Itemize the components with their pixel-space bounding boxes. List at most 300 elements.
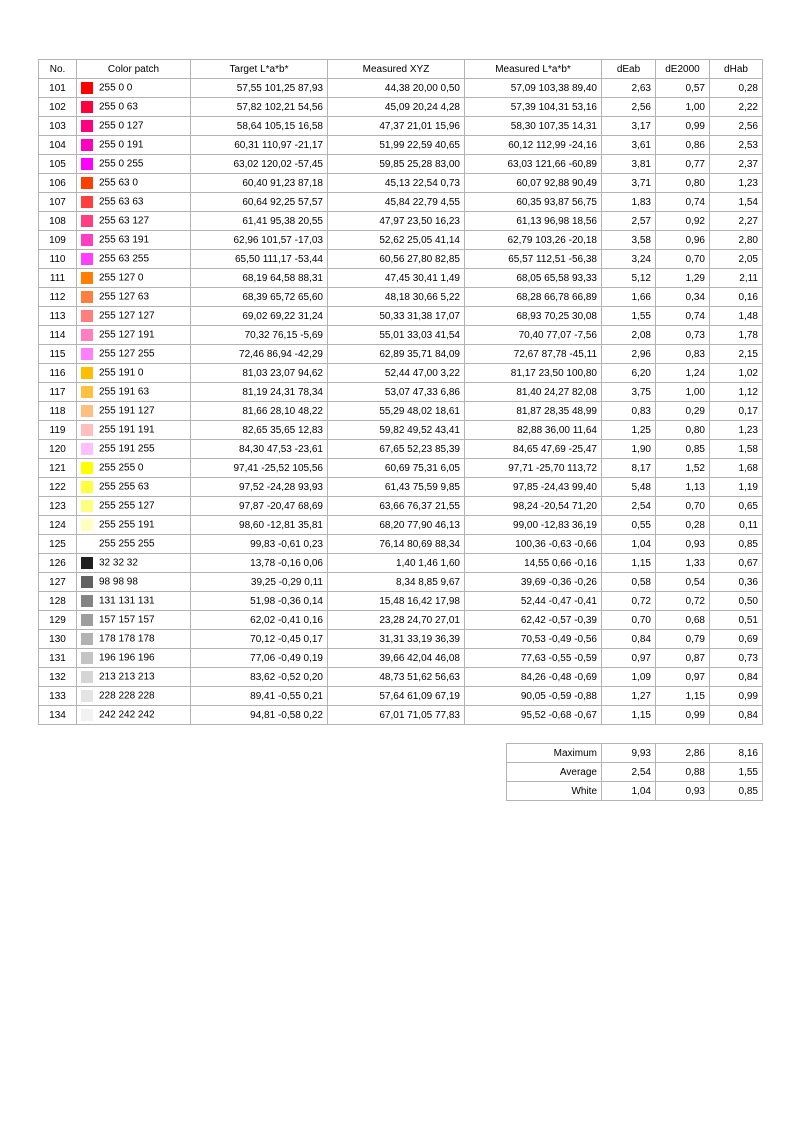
deab-value: 1,15: [602, 554, 656, 573]
color-swatch: [81, 177, 93, 189]
measured-lab: 60,07 92,88 90,49: [465, 174, 602, 193]
de2000-value: 0,68: [656, 611, 710, 630]
target-lab: 62,02 -0,41 0,16: [191, 611, 328, 630]
deab-value: 3,61: [602, 136, 656, 155]
color-swatch: [81, 633, 93, 645]
color-swatch: [81, 139, 93, 151]
de2000-value: 1,13: [656, 478, 710, 497]
deab-value: 0,58: [602, 573, 656, 592]
table-row: [39, 174, 763, 193]
color-patch-cell: [77, 687, 191, 706]
target-lab: 81,66 28,10 48,22: [191, 402, 328, 421]
color-swatch: [81, 709, 93, 721]
target-lab: 72,46 86,94 -42,29: [191, 345, 328, 364]
color-patch-cell: [77, 326, 191, 345]
row-number: 104: [39, 136, 77, 155]
dhab-value: 2,37: [710, 155, 763, 174]
summary-row: [507, 782, 763, 801]
color-patch-cell: [77, 706, 191, 725]
color-patch-cell: [77, 383, 191, 402]
color-patch-cell: [77, 136, 191, 155]
table-row: [39, 478, 763, 497]
color-patch-rgb: 255 63 255: [99, 253, 150, 265]
deab-value: 0,70: [602, 611, 656, 630]
summary-dhab: 0,85: [710, 782, 763, 801]
dhab-value: 0,51: [710, 611, 763, 630]
de2000-value: 0,99: [656, 706, 710, 725]
summary-row: [507, 744, 763, 763]
color-patch-rgb: 131 131 131: [99, 595, 155, 607]
de2000-value: 1,00: [656, 98, 710, 117]
color-patch-cell: [77, 668, 191, 687]
measured-xyz: 51,99 22,59 40,65: [328, 136, 465, 155]
color-swatch: [81, 196, 93, 208]
dhab-value: 0,11: [710, 516, 763, 535]
color-patch-cell: [77, 269, 191, 288]
color-patch-cell: [77, 79, 191, 98]
measured-lab: 99,00 -12,83 36,19: [465, 516, 602, 535]
target-lab: 60,64 92,25 57,57: [191, 193, 328, 212]
measured-lab: 70,53 -0,49 -0,56: [465, 630, 602, 649]
target-lab: 99,83 -0,61 0,23: [191, 535, 328, 554]
color-patch-cell: [77, 497, 191, 516]
deab-value: 2,54: [602, 497, 656, 516]
color-patch-cell: [77, 231, 191, 250]
deab-value: 1,09: [602, 668, 656, 687]
target-lab: 77,06 -0,49 0,19: [191, 649, 328, 668]
measured-xyz: 59,85 25,28 83,00: [328, 155, 465, 174]
table-row: [39, 649, 763, 668]
measured-lab: 60,35 93,87 56,75: [465, 193, 602, 212]
deab-value: 2,57: [602, 212, 656, 231]
row-number: 119: [39, 421, 77, 440]
color-patch-rgb: 255 127 127: [99, 310, 155, 322]
deab-value: 1,55: [602, 307, 656, 326]
color-patch-cell: [77, 98, 191, 117]
target-lab: 68,19 64,58 88,31: [191, 269, 328, 288]
row-number: 132: [39, 668, 77, 687]
target-lab: 98,60 -12,81 35,81: [191, 516, 328, 535]
color-patch-cell: [77, 288, 191, 307]
measured-xyz: 1,40 1,46 1,60: [328, 554, 465, 573]
color-swatch: [81, 443, 93, 455]
target-lab: 97,52 -24,28 93,93: [191, 478, 328, 497]
deab-value: 0,55: [602, 516, 656, 535]
dhab-value: 1,54: [710, 193, 763, 212]
color-patch-rgb: 255 255 255: [99, 538, 155, 550]
deab-value: 0,84: [602, 630, 656, 649]
table-row: [39, 535, 763, 554]
row-number: 115: [39, 345, 77, 364]
dhab-value: 2,27: [710, 212, 763, 231]
row-number: 107: [39, 193, 77, 212]
measured-lab: 68,28 66,78 66,89: [465, 288, 602, 307]
table-row: [39, 117, 763, 136]
summary-dhab: 1,55: [710, 763, 763, 782]
header-no: No.: [39, 60, 77, 79]
header-measured-lab: Measured L*a*b*: [465, 60, 602, 79]
color-patch-cell: [77, 307, 191, 326]
row-number: 127: [39, 573, 77, 592]
measured-xyz: 45,09 20,24 4,28: [328, 98, 465, 117]
color-swatch: [81, 538, 93, 550]
row-number: 113: [39, 307, 77, 326]
measured-xyz: 45,13 22,54 0,73: [328, 174, 465, 193]
header-color-patch: Color patch: [77, 60, 191, 79]
dhab-value: 0,73: [710, 649, 763, 668]
de2000-value: 1,15: [656, 687, 710, 706]
color-patch-rgb: 255 191 127: [99, 405, 155, 417]
color-swatch: [81, 671, 93, 683]
row-number: 112: [39, 288, 77, 307]
dhab-value: 0,50: [710, 592, 763, 611]
dhab-value: 1,12: [710, 383, 763, 402]
dhab-value: 2,53: [710, 136, 763, 155]
color-swatch: [81, 120, 93, 132]
color-swatch: [81, 253, 93, 265]
target-lab: 83,62 -0,52 0,20: [191, 668, 328, 687]
target-lab: 81,03 23,07 94,62: [191, 364, 328, 383]
color-patch-rgb: 255 63 0: [99, 177, 138, 189]
color-swatch: [81, 310, 93, 322]
table-row: [39, 307, 763, 326]
deab-value: 3,17: [602, 117, 656, 136]
row-number: 106: [39, 174, 77, 193]
table-row: [39, 364, 763, 383]
deab-value: 8,17: [602, 459, 656, 478]
dhab-value: 0,28: [710, 79, 763, 98]
table-row: [39, 98, 763, 117]
color-patch-cell: [77, 364, 191, 383]
color-patch-cell: [77, 516, 191, 535]
measured-xyz: 67,65 52,23 85,39: [328, 440, 465, 459]
table-row: [39, 668, 763, 687]
measured-lab: 57,09 103,38 89,40: [465, 79, 602, 98]
color-patch-rgb: 255 191 0: [99, 367, 144, 379]
table-row: [39, 706, 763, 725]
row-number: 121: [39, 459, 77, 478]
color-patch-rgb: 242 242 242: [99, 709, 155, 721]
measured-lab: 97,85 -24,43 99,40: [465, 478, 602, 497]
de2000-value: 0,74: [656, 307, 710, 326]
target-lab: 97,87 -20,47 68,69: [191, 497, 328, 516]
color-patch-cell: [77, 440, 191, 459]
color-patch-rgb: 255 127 63: [99, 291, 150, 303]
color-patch-cell: [77, 402, 191, 421]
color-swatch: [81, 215, 93, 227]
measured-xyz: 45,84 22,79 4,55: [328, 193, 465, 212]
de2000-value: 0,74: [656, 193, 710, 212]
color-patch-cell: [77, 630, 191, 649]
deab-value: 3,81: [602, 155, 656, 174]
measured-lab: 14,55 0,66 -0,16: [465, 554, 602, 573]
dhab-value: 1,23: [710, 174, 763, 193]
row-number: 101: [39, 79, 77, 98]
measured-lab: 90,05 -0,59 -0,88: [465, 687, 602, 706]
measured-xyz: 44,38 20,00 0,50: [328, 79, 465, 98]
target-lab: 97,41 -25,52 105,56: [191, 459, 328, 478]
de2000-value: 0,70: [656, 497, 710, 516]
row-number: 108: [39, 212, 77, 231]
measured-lab: 82,88 36,00 11,64: [465, 421, 602, 440]
color-patch-rgb: 255 191 63: [99, 386, 150, 398]
dhab-value: 1,23: [710, 421, 763, 440]
table-header-row: [39, 60, 763, 79]
measured-lab: 100,36 -0,63 -0,66: [465, 535, 602, 554]
de2000-value: 0,34: [656, 288, 710, 307]
target-lab: 70,12 -0,45 0,17: [191, 630, 328, 649]
target-lab: 84,30 47,53 -23,61: [191, 440, 328, 459]
color-patch-rgb: 255 0 127: [99, 120, 144, 132]
table-row: [39, 573, 763, 592]
row-number: 123: [39, 497, 77, 516]
measured-lab: 97,71 -25,70 113,72: [465, 459, 602, 478]
dhab-value: 0,17: [710, 402, 763, 421]
color-patch-cell: [77, 573, 191, 592]
row-number: 131: [39, 649, 77, 668]
row-number: 125: [39, 535, 77, 554]
color-patch-rgb: 255 127 0: [99, 272, 144, 284]
deab-value: 1,90: [602, 440, 656, 459]
de2000-value: 0,83: [656, 345, 710, 364]
table-row: [39, 440, 763, 459]
header-deab: dEab: [602, 60, 656, 79]
color-swatch: [81, 462, 93, 474]
table-row: [39, 136, 763, 155]
dhab-value: 0,85: [710, 535, 763, 554]
color-patch-cell: [77, 250, 191, 269]
deab-value: 0,72: [602, 592, 656, 611]
target-lab: 61,41 95,38 20,55: [191, 212, 328, 231]
de2000-value: 0,99: [656, 117, 710, 136]
dhab-value: 2,22: [710, 98, 763, 117]
table-row: [39, 212, 763, 231]
table-row: [39, 326, 763, 345]
summary-table: [506, 743, 763, 801]
de2000-value: 0,29: [656, 402, 710, 421]
table-row: [39, 687, 763, 706]
color-patch-cell: [77, 421, 191, 440]
color-patch-cell: [77, 117, 191, 136]
de2000-value: 1,24: [656, 364, 710, 383]
measured-lab: 68,05 65,58 93,33: [465, 269, 602, 288]
color-swatch: [81, 576, 93, 588]
summary-dhab: 8,16: [710, 744, 763, 763]
row-number: 102: [39, 98, 77, 117]
measured-xyz: 60,69 75,31 6,05: [328, 459, 465, 478]
color-patch-rgb: 255 255 0: [99, 462, 144, 474]
deab-value: 0,97: [602, 649, 656, 668]
color-patch-cell: [77, 345, 191, 364]
de2000-value: 0,97: [656, 668, 710, 687]
de2000-value: 0,57: [656, 79, 710, 98]
deab-value: 3,75: [602, 383, 656, 402]
row-number: 109: [39, 231, 77, 250]
table-row: [39, 383, 763, 402]
table-row: [39, 288, 763, 307]
measured-lab: 81,17 23,50 100,80: [465, 364, 602, 383]
color-patch-rgb: 255 0 191: [99, 139, 144, 151]
measured-lab: 68,93 70,25 30,08: [465, 307, 602, 326]
header-measured-xyz: Measured XYZ: [328, 60, 465, 79]
measured-xyz: 39,66 42,04 46,08: [328, 649, 465, 668]
table-row: [39, 79, 763, 98]
color-patch-rgb: 255 127 191: [99, 329, 155, 341]
summary-deab: 9,93: [602, 744, 656, 763]
deab-value: 0,83: [602, 402, 656, 421]
dhab-value: 0,99: [710, 687, 763, 706]
color-patch-rgb: 255 255 191: [99, 519, 155, 531]
color-swatch: [81, 272, 93, 284]
table-row: [39, 421, 763, 440]
color-swatch: [81, 101, 93, 113]
deab-value: 1,27: [602, 687, 656, 706]
color-patch-cell: [77, 535, 191, 554]
color-patch-cell: [77, 174, 191, 193]
measured-lab: 81,87 28,35 48,99: [465, 402, 602, 421]
deab-value: 1,25: [602, 421, 656, 440]
row-number: 130: [39, 630, 77, 649]
summary-label: Maximum: [507, 744, 602, 763]
de2000-value: 0,96: [656, 231, 710, 250]
summary-de2000: 0,88: [656, 763, 710, 782]
row-number: 129: [39, 611, 77, 630]
measured-lab: 95,52 -0,68 -0,67: [465, 706, 602, 725]
color-patch-rgb: 255 191 191: [99, 424, 155, 436]
measured-lab: 52,44 -0,47 -0,41: [465, 592, 602, 611]
measured-xyz: 61,43 75,59 9,85: [328, 478, 465, 497]
row-number: 120: [39, 440, 77, 459]
summary-de2000: 2,86: [656, 744, 710, 763]
color-patch-cell: [77, 193, 191, 212]
color-patch-cell: [77, 554, 191, 573]
color-patch-cell: [77, 611, 191, 630]
table-row: [39, 345, 763, 364]
dhab-value: 1,19: [710, 478, 763, 497]
target-lab: 81,19 24,31 78,34: [191, 383, 328, 402]
color-swatch: [81, 595, 93, 607]
row-number: 134: [39, 706, 77, 725]
row-number: 122: [39, 478, 77, 497]
dhab-value: 0,65: [710, 497, 763, 516]
de2000-value: 0,72: [656, 592, 710, 611]
measured-lab: 58,30 107,35 14,31: [465, 117, 602, 136]
deab-value: 6,20: [602, 364, 656, 383]
target-lab: 57,55 101,25 87,93: [191, 79, 328, 98]
color-patch-cell: [77, 155, 191, 174]
color-patch-rgb: 213 213 213: [99, 671, 155, 683]
row-number: 103: [39, 117, 77, 136]
deab-value: 3,58: [602, 231, 656, 250]
table-row: [39, 554, 763, 573]
color-patch-rgb: 255 0 0: [99, 82, 133, 94]
row-number: 117: [39, 383, 77, 402]
row-number: 126: [39, 554, 77, 573]
color-swatch: [81, 500, 93, 512]
color-patch-rgb: 255 191 255: [99, 443, 155, 455]
color-patch-rgb: 255 255 63: [99, 481, 150, 493]
measured-lab: 65,57 112,51 -56,38: [465, 250, 602, 269]
dhab-value: 2,56: [710, 117, 763, 136]
table-row: [39, 497, 763, 516]
measured-xyz: 52,62 25,05 41,14: [328, 231, 465, 250]
measured-xyz: 47,97 23,50 16,23: [328, 212, 465, 231]
measured-lab: 60,12 112,99 -24,16: [465, 136, 602, 155]
dhab-value: 2,80: [710, 231, 763, 250]
color-patch-rgb: 255 63 191: [99, 234, 150, 246]
measured-xyz: 8,34 8,85 9,67: [328, 573, 465, 592]
target-lab: 39,25 -0,29 0,11: [191, 573, 328, 592]
dhab-value: 0,84: [710, 668, 763, 687]
deab-value: 3,71: [602, 174, 656, 193]
measured-lab: 39,69 -0,36 -0,26: [465, 573, 602, 592]
deab-value: 2,56: [602, 98, 656, 117]
measured-xyz: 52,44 47,00 3,22: [328, 364, 465, 383]
color-swatch: [81, 291, 93, 303]
measured-xyz: 60,56 27,80 82,85: [328, 250, 465, 269]
color-patch-rgb: 255 255 127: [99, 500, 155, 512]
deab-value: 1,66: [602, 288, 656, 307]
deab-value: 1,15: [602, 706, 656, 725]
measured-xyz: 68,20 77,90 46,13: [328, 516, 465, 535]
table-row: [39, 630, 763, 649]
summary-de2000: 0,93: [656, 782, 710, 801]
measured-xyz: 31,31 33,19 36,39: [328, 630, 465, 649]
target-lab: 82,65 35,65 12,83: [191, 421, 328, 440]
color-swatch: [81, 405, 93, 417]
de2000-value: 0,54: [656, 573, 710, 592]
table-row: [39, 155, 763, 174]
row-number: 114: [39, 326, 77, 345]
deab-value: 1,83: [602, 193, 656, 212]
target-lab: 68,39 65,72 65,60: [191, 288, 328, 307]
measured-xyz: 55,29 48,02 18,61: [328, 402, 465, 421]
color-swatch: [81, 614, 93, 626]
color-patch-rgb: 255 0 255: [99, 158, 144, 170]
measured-lab: 84,26 -0,48 -0,69: [465, 668, 602, 687]
color-patch-rgb: 255 127 255: [99, 348, 155, 360]
de2000-value: 1,52: [656, 459, 710, 478]
dhab-value: 0,36: [710, 573, 763, 592]
summary-label: Average: [507, 763, 602, 782]
target-lab: 62,96 101,57 -17,03: [191, 231, 328, 250]
table-row: [39, 459, 763, 478]
target-lab: 63,02 120,02 -57,45: [191, 155, 328, 174]
table-row: [39, 193, 763, 212]
dhab-value: 2,15: [710, 345, 763, 364]
color-swatch: [81, 652, 93, 664]
dhab-value: 1,58: [710, 440, 763, 459]
deab-value: 5,48: [602, 478, 656, 497]
dhab-value: 1,48: [710, 307, 763, 326]
target-lab: 89,41 -0,55 0,21: [191, 687, 328, 706]
table-row: [39, 231, 763, 250]
summary-row: [507, 763, 763, 782]
de2000-value: 0,86: [656, 136, 710, 155]
dhab-value: 0,16: [710, 288, 763, 307]
measured-xyz: 15,48 16,42 17,98: [328, 592, 465, 611]
measured-xyz: 62,89 35,71 84,09: [328, 345, 465, 364]
target-lab: 94,81 -0,58 0,22: [191, 706, 328, 725]
measured-lab: 72,67 87,78 -45,11: [465, 345, 602, 364]
color-patch-rgb: 255 63 127: [99, 215, 150, 227]
measured-xyz: 47,37 21,01 15,96: [328, 117, 465, 136]
row-number: 133: [39, 687, 77, 706]
measured-lab: 98,24 -20,54 71,20: [465, 497, 602, 516]
color-patch-cell: [77, 212, 191, 231]
color-patch-rgb: 178 178 178: [99, 633, 155, 645]
measured-xyz: 76,14 80,69 88,34: [328, 535, 465, 554]
